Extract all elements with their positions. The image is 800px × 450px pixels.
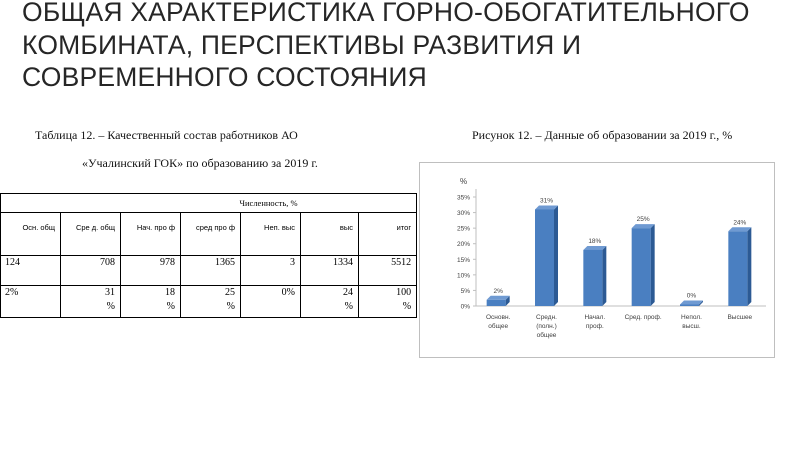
y-unit-label: % (460, 177, 468, 186)
column-header (181, 213, 241, 256)
slide-title: ОБЩАЯ ХАРАКТЕРИСТИКА ГОРНО-ОБОГАТИТЕЛЬНОГО КОМБИНАТА, ПЕРСПЕКТИВЫ РАЗВИТИЯ И СОВРЕМЕННОГО СОСТОЯНИЯ (22, 0, 750, 92)
table-cell (181, 286, 241, 318)
table-header-row (1, 194, 417, 213)
table-cell (359, 256, 417, 286)
bar-top (728, 227, 751, 231)
category-label: общее (536, 332, 557, 339)
data-label: 24% (733, 219, 747, 227)
bar (728, 231, 747, 306)
chart-canvas (420, 163, 776, 359)
figure-caption: Рисунок 12. – Данные об образовании за 2019 г., % (472, 128, 733, 142)
y-tick-label: 30% (456, 210, 470, 218)
table-cell (61, 286, 121, 318)
category-label: проф. (585, 323, 604, 330)
column-header-label: сред про ф (195, 223, 235, 232)
column-header-label: итог (396, 223, 412, 232)
bar-side (554, 205, 558, 306)
table-cell (359, 286, 417, 318)
bar-top (535, 205, 558, 209)
cell-value: 18 % (165, 287, 175, 312)
category-label: (полн.) (536, 323, 557, 330)
table-row-percents (1, 286, 417, 318)
cell-value: 31 % (105, 287, 115, 312)
table-cell (301, 256, 359, 286)
cell-value: 2% (5, 287, 19, 298)
table-column-row (1, 213, 417, 256)
table-cell (241, 256, 301, 286)
cell-value: 1365 (215, 257, 235, 268)
y-tick-label: 0% (460, 303, 470, 311)
data-label: 25% (636, 216, 650, 224)
column-header (241, 213, 301, 256)
y-tick-label: 35% (456, 194, 470, 202)
category-label: Сред. проф. (624, 314, 662, 321)
cell-value: 100 % (396, 287, 412, 312)
education-table (0, 193, 417, 318)
table-cell (301, 286, 359, 318)
cell-value: 3 (290, 257, 295, 268)
cell-value: 978 (160, 257, 175, 268)
table-row-counts (1, 256, 417, 286)
bar (632, 228, 651, 306)
column-header-label: выс (339, 223, 353, 232)
column-header-label: Неп. выс (264, 223, 295, 232)
bar-side (747, 227, 751, 306)
column-header (121, 213, 181, 256)
bar-top (583, 246, 606, 250)
data-label: 2% (493, 287, 503, 295)
category-label: Непол. (681, 314, 702, 321)
cell-value: 5512 (391, 257, 412, 268)
cell-value: 124 (5, 257, 20, 268)
data-label: 18% (588, 237, 602, 245)
bar-top (632, 224, 655, 228)
bar-top (487, 296, 510, 300)
y-tick-label: 25% (456, 225, 470, 233)
y-tick-label: 15% (456, 256, 470, 264)
table-group-header: Численность, % (1, 194, 417, 213)
cell-value: 708 (100, 257, 115, 268)
column-header-label: Нач. про ф (136, 223, 175, 232)
category-label: Высшее (727, 314, 753, 321)
column-header-label: Осн. общ (22, 223, 55, 232)
y-tick-label: 5% (460, 287, 470, 295)
table-caption: Таблица 12. – Качественный состав работников АО (35, 128, 298, 142)
column-header (301, 213, 359, 256)
bar-side (602, 246, 606, 306)
data-label: 0% (686, 292, 697, 300)
bar (535, 209, 554, 306)
table-cell (241, 286, 301, 318)
bar-side (651, 224, 655, 306)
column-header (61, 213, 121, 256)
bar-top (680, 301, 703, 305)
table-caption-continued: «Учалинский ГОК» по образованию за 2019 г. (82, 156, 318, 170)
education-bar-chart (419, 162, 775, 358)
data-label: 31% (539, 197, 554, 205)
table-cell (181, 256, 241, 286)
cell-value: 0% (281, 287, 295, 298)
cell-value: 1334 (333, 257, 353, 268)
category-label: Основн. (485, 314, 511, 321)
category-label: Начал. (584, 314, 606, 321)
y-tick-label: 20% (456, 241, 470, 249)
category-label: Средн. (536, 314, 557, 321)
table-cell (61, 256, 121, 286)
column-header-label: Сре д. общ (75, 223, 115, 232)
category-label: высш. (682, 323, 701, 330)
table-cell (1, 256, 61, 286)
cell-value: 25 % (225, 287, 235, 312)
table-cell (121, 256, 181, 286)
y-tick-label: 10% (456, 272, 470, 280)
table-cell (121, 286, 181, 318)
column-header (359, 213, 417, 256)
cell-value: 24 % (343, 287, 353, 312)
table-cell (1, 286, 61, 318)
category-label: общее (488, 323, 509, 330)
bar (583, 250, 602, 306)
bar (680, 305, 699, 307)
bar (487, 300, 506, 306)
column-header (1, 213, 61, 256)
